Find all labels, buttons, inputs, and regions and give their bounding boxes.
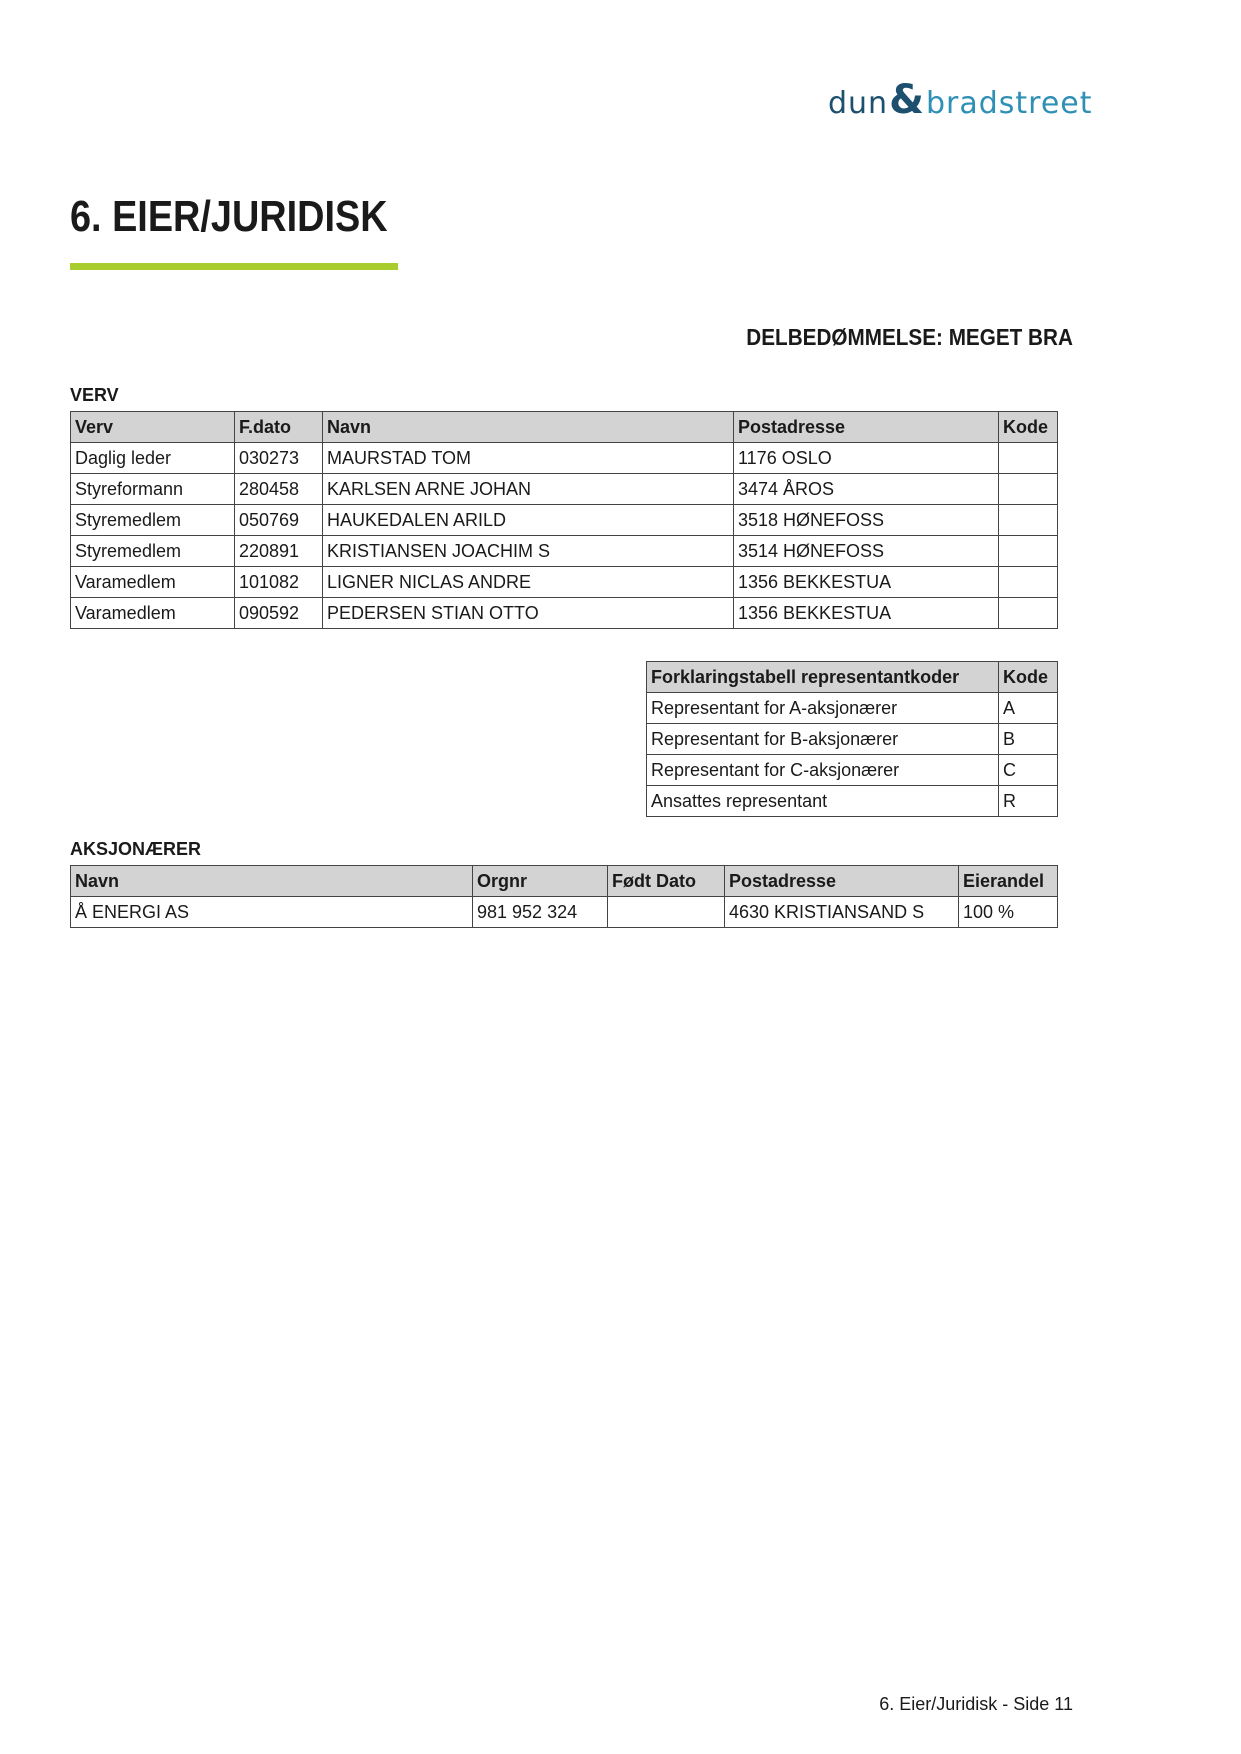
table-cell: 280458 [235,474,323,505]
aksjonaerer-header-cell: Navn [71,866,473,897]
table-cell: Styreformann [71,474,235,505]
verv-label: VERV [70,385,119,405]
title-underline-bar [70,263,398,270]
verv-header-cell: Verv [71,412,235,443]
table-cell: A [999,693,1058,724]
table-cell: LIGNER NICLAS ANDRE [323,567,734,598]
table-row [71,474,1058,505]
verv-header-cell: Kode [999,412,1058,443]
table-row [71,443,1058,474]
table-cell: 3518 HØNEFOSS [734,505,999,536]
table-row [71,505,1058,536]
table-cell: Ansattes representant [647,786,999,817]
table-cell: Daglig leder [71,443,235,474]
table-cell: R [999,786,1058,817]
aksjonaerer-label: AKSJONÆRER [70,839,202,859]
table-row [647,755,1058,786]
representative-codes-table [646,661,1058,817]
table-cell: Representant for B-aksjonærer [647,724,999,755]
rating-heading: DELBEDØMMELSE: MEGET BRA [746,324,1073,350]
table-cell: 101082 [235,567,323,598]
table-cell: 050769 [235,505,323,536]
table-cell: Å ENERGI AS [71,897,473,928]
table-cell: Representant for C-aksjonærer [647,755,999,786]
table-row [71,598,1058,629]
table-cell: B [999,724,1058,755]
table-cell: KARLSEN ARNE JOHAN [323,474,734,505]
table-cell: 1356 BEKKESTUA [734,598,999,629]
logo-text-dun: dun [828,86,889,121]
table-cell [999,443,1058,474]
table-row [647,724,1058,755]
table-cell: 3474 ÅROS [734,474,999,505]
table-row [647,693,1058,724]
table-cell: C [999,755,1058,786]
table-cell: Varamedlem [71,567,235,598]
table-cell: 3514 HØNEFOSS [734,536,999,567]
table-cell: HAUKEDALEN ARILD [323,505,734,536]
dun-bradstreet-logo [828,77,1093,123]
table-cell: MAURSTAD TOM [323,443,734,474]
table-cell: PEDERSEN STIAN OTTO [323,598,734,629]
logo-ampersand: & [889,77,925,123]
table-cell: 030273 [235,443,323,474]
table-cell: KRISTIANSEN JOACHIM S [323,536,734,567]
verv-header-cell: Postadresse [734,412,999,443]
section-title: 6. EIER/JURIDISK [70,192,388,241]
table-cell [999,505,1058,536]
table-row [71,536,1058,567]
table-row [71,567,1058,598]
table-cell [999,474,1058,505]
table-row [71,897,1058,928]
table-cell [999,598,1058,629]
table-cell: 1176 OSLO [734,443,999,474]
table-cell [608,897,725,928]
table-cell: 090592 [235,598,323,629]
logo-text-bradstreet: bradstreet [925,86,1093,121]
table-cell: Styremedlem [71,536,235,567]
codes-header-cell: Kode [999,662,1058,693]
table-row [647,786,1058,817]
table-cell: Representant for A-aksjonærer [647,693,999,724]
table-cell: 981 952 324 [473,897,608,928]
table-cell: 4630 KRISTIANSAND S [725,897,959,928]
codes-header-cell: Forklaringstabell representantkoder [647,662,999,693]
table-cell: 1356 BEKKESTUA [734,567,999,598]
table-cell [999,536,1058,567]
table-cell: 220891 [235,536,323,567]
aksjonaerer-table [70,865,1058,928]
aksjonaerer-header-row [71,866,1058,897]
page-footer: 6. Eier/Juridisk - Side 11 [879,1694,1073,1714]
aksjonaerer-header-cell: Postadresse [725,866,959,897]
table-cell [999,567,1058,598]
aksjonaerer-header-cell: Eierandel [959,866,1058,897]
verv-table [70,411,1058,629]
table-cell: Varamedlem [71,598,235,629]
verv-header-row [71,412,1058,443]
verv-header-cell: F.dato [235,412,323,443]
aksjonaerer-header-cell: Orgnr [473,866,608,897]
table-cell: 100 % [959,897,1058,928]
table-cell: Styremedlem [71,505,235,536]
codes-header-row [647,662,1058,693]
aksjonaerer-header-cell: Født Dato [608,866,725,897]
verv-header-cell: Navn [323,412,734,443]
